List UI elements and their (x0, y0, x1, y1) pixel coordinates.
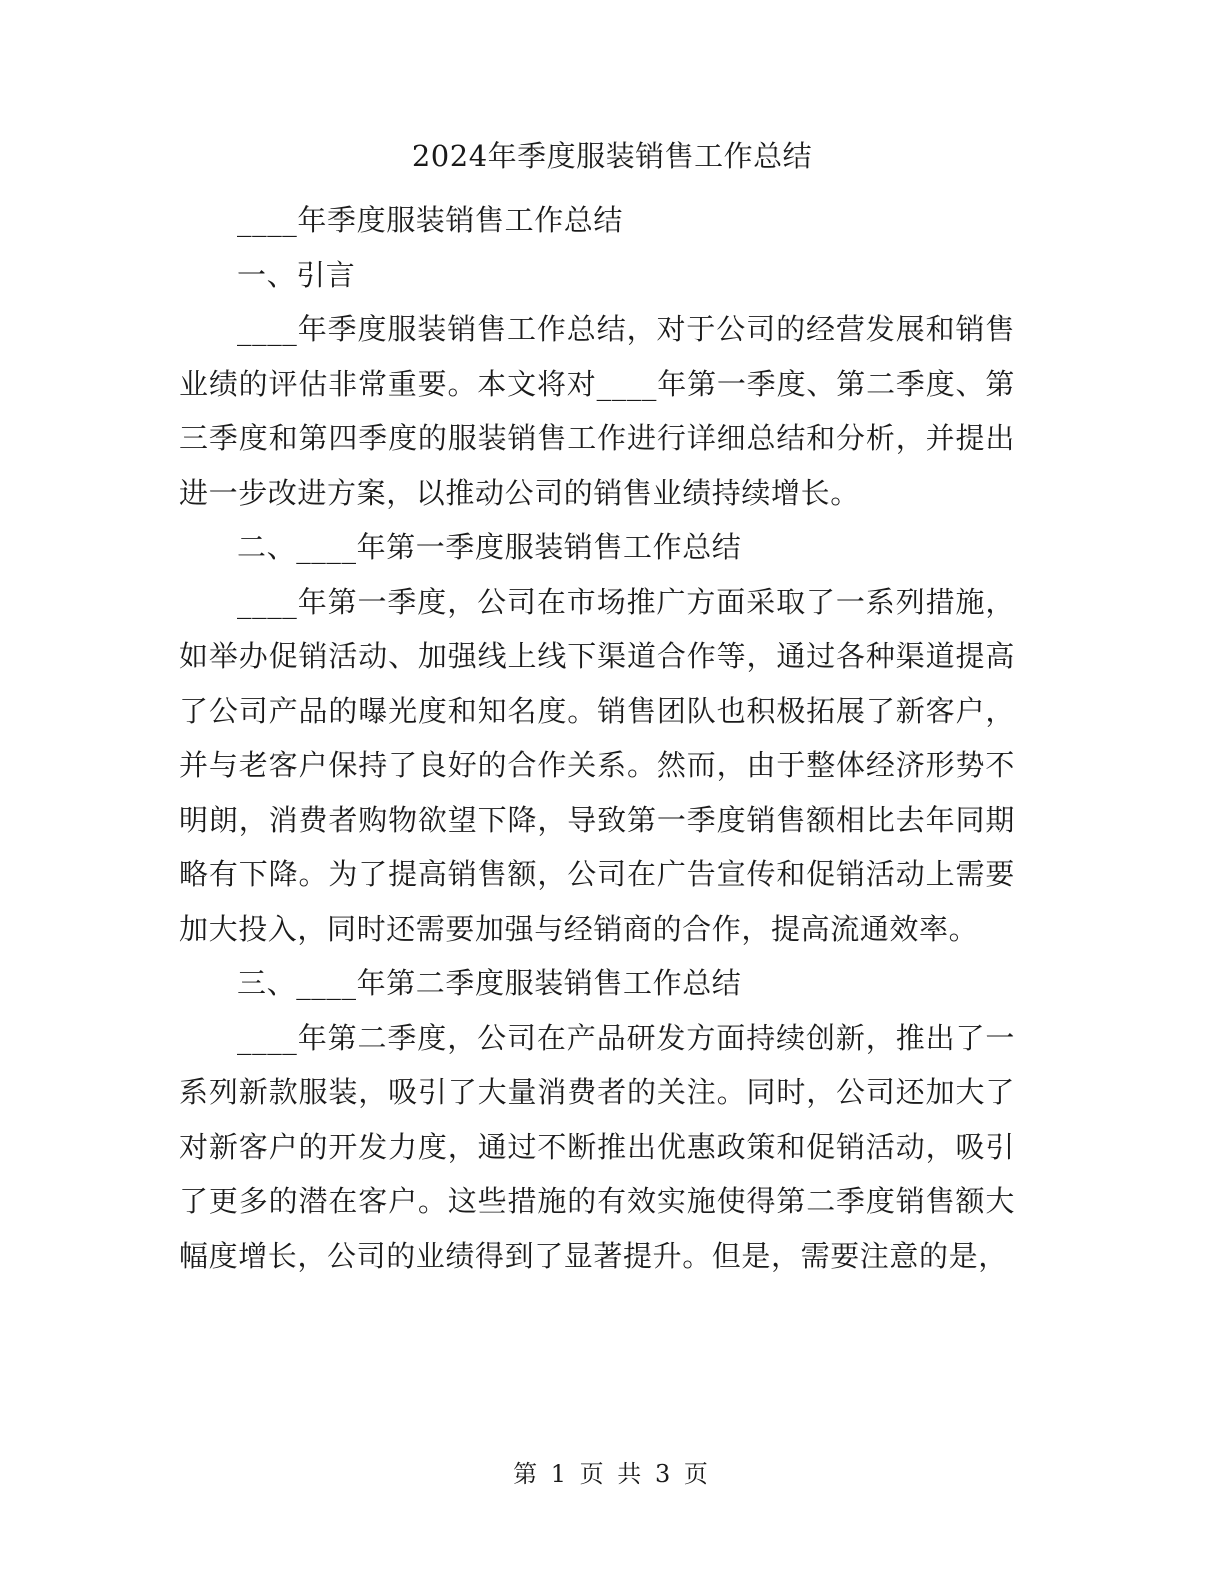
section-heading-intro: 一、引言 (237, 257, 356, 292)
section-heading-q2: 三、____年第二季度服装销售工作总结 (237, 966, 742, 1000)
q1-paragraph: ____年第一季度，公司在市场推广方面采取了一系列措施，如举办促销活动、加强线上线下渠道合作等，通过各种渠道提高了公司产品的曝光度和知名度。销售团队也积极拓展了新客户，并与老客户保持了良好的合作关系。然而，由于整体经济形势不明朗，消费者购物欲望下降，导致第一季度销售额相比去年同期略有下降。为了提高销售额，公司在广告宣传和促销活动上需要加大投入，同时还需要加强与经销商的合作，提高流通效率。 (179, 584, 1015, 946)
document-title: 2024年季度服装销售工作总结 (411, 139, 813, 173)
subtitle-paragraph: ____年季度服装销售工作总结 (237, 203, 624, 237)
document-body (179, 193, 1015, 1283)
q2-paragraph: ____年第二季度，公司在产品研发方面持续创新，推出了一系列新款服装，吸引了大量消费者的关注。同时，公司还加大了对新客户的开发力度，通过不断推出优惠政策和促销活动，吸引了更多的潜在客户。这些措施的有效实施使得第二季度销售额大幅度增长，公司的业绩得到了显著提升。但是，需要注意的是， (179, 1020, 1015, 1273)
section-heading-q1: 二、____年第一季度服装销售工作总结 (237, 530, 742, 564)
page-footer: 第 1 页 共 3 页 (513, 1460, 711, 1488)
intro-paragraph: ____年季度服装销售工作总结，对于公司的经营发展和销售业绩的评估非常重要。本文将对____年第一季度、第二季度、第三季度和第四季度的服装销售工作进行详细总结和分析，并提出进一步改进方案，以推动公司的销售业绩持续增长。 (179, 312, 1015, 510)
